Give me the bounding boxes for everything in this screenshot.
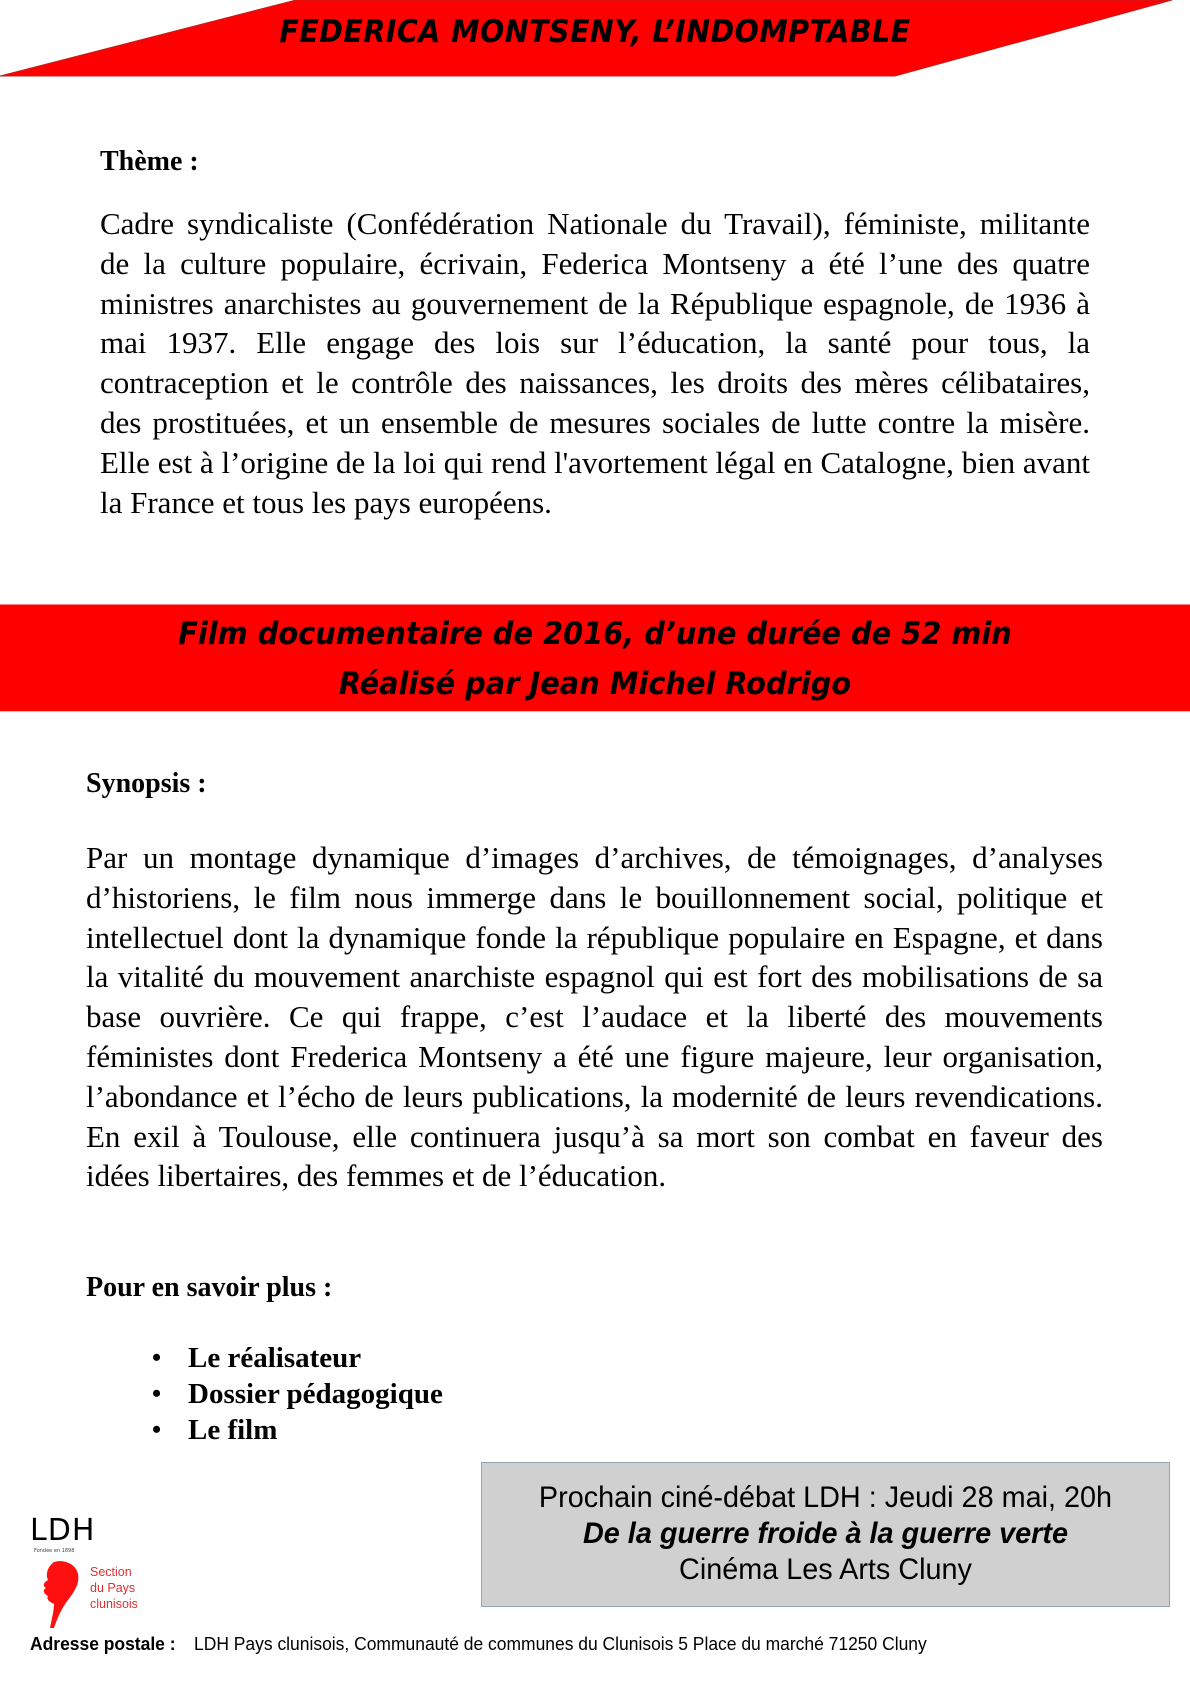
logo-founded-text: Fondée en 1898	[34, 1548, 75, 1554]
link-item-director[interactable]	[150, 1340, 443, 1376]
page-title: FEDERICA MONTSENY, L’INDOMPTABLE	[279, 14, 911, 50]
bullet-icon: •	[152, 1343, 162, 1372]
logo-section-line: Section	[90, 1565, 132, 1579]
synopsis-paragraph: Par un montage dynamique d’images d’archives, de témoignages, d’analyses d’historiens, le film nous immerge dans le bouillonnement social, politique et intellectuel dont la dynamique fonde la république populaire en Espagne, et dans la vitalité du mouvement anarchiste espagnol qui est fort des mobilisations de sa base ouvrière. Ce qui frappe, c’est l’audace et la liberté des mouvements féministes dont Frederica Montseny a été une figure majeure, leur organisation, l’abondance et l’écho de leurs publications, la modernité de leurs revendications. En exil à Toulouse, elle continuera jusqu’à sa mort son combat en faveur des idées libertaires, des femmes et de l’éducation.	[86, 840, 1103, 1194]
more-info-links	[150, 1340, 443, 1448]
next-event-date: Prochain ciné-débat LDH : Jeudi 28 mai, 20h	[538, 1481, 1113, 1514]
link-item-teaching-file[interactable]	[150, 1376, 443, 1412]
bullet-icon: •	[152, 1415, 162, 1444]
postal-address-value: LDH Pays clunisois, Communauté de communes du Clunisois 5 Place du marché 71250 Cluny	[194, 1634, 927, 1654]
film-info-band	[0, 604, 1190, 712]
postal-address-footer	[30, 1634, 927, 1655]
logo-section-line: du Pays	[90, 1581, 136, 1595]
link-item-film[interactable]	[150, 1412, 443, 1448]
director-link[interactable]: Le réalisateur	[188, 1342, 362, 1374]
film-link[interactable]: Le film	[188, 1414, 278, 1446]
logo-section-text	[90, 1564, 138, 1612]
theme-paragraph: Cadre syndicaliste (Confédération Nationale du Travail), féministe, militante de la culture populaire, écrivain, Federica Montseny a été l’une des quatre ministres anarchistes au gouvernement de la République espagnole, de 1936 à mai 1937. Elle engage des lois sur l’éducation, la santé pour tous, la contraception et le contrôle des naissances, les droits des mères célibataires, des prostituées, et un ensemble de mesures sociales de lutte contre la misère. Elle est à l’origine de la loi qui rend l'avortement légal en Catalogne, bien avant la France et tous les pays européens.	[100, 206, 1090, 520]
next-event-box	[481, 1462, 1170, 1607]
more-info-heading: Pour en savoir plus :	[86, 1272, 333, 1303]
postal-address-label: Adresse postale :	[30, 1634, 176, 1654]
ldh-logo	[28, 1513, 168, 1626]
next-event-venue: Cinéma Les Arts Cluny	[679, 1553, 972, 1586]
profile-silhouette-icon	[40, 1560, 82, 1630]
bullet-icon: •	[152, 1379, 162, 1408]
logo-acronym: LDH	[30, 1513, 96, 1548]
teaching-file-link[interactable]: Dossier pédagogique	[188, 1378, 443, 1410]
film-director-line: Réalisé par Jean Michel Rodrigo	[338, 666, 852, 702]
theme-heading: Thème :	[100, 146, 199, 177]
logo-section-line: clunisois	[90, 1597, 138, 1611]
next-event-film-title: De la guerre froide à la guerre verte	[582, 1517, 1069, 1550]
synopsis-heading: Synopsis :	[86, 768, 207, 799]
film-duration-line: Film documentaire de 2016, d’une durée de 52 min	[178, 616, 1012, 652]
